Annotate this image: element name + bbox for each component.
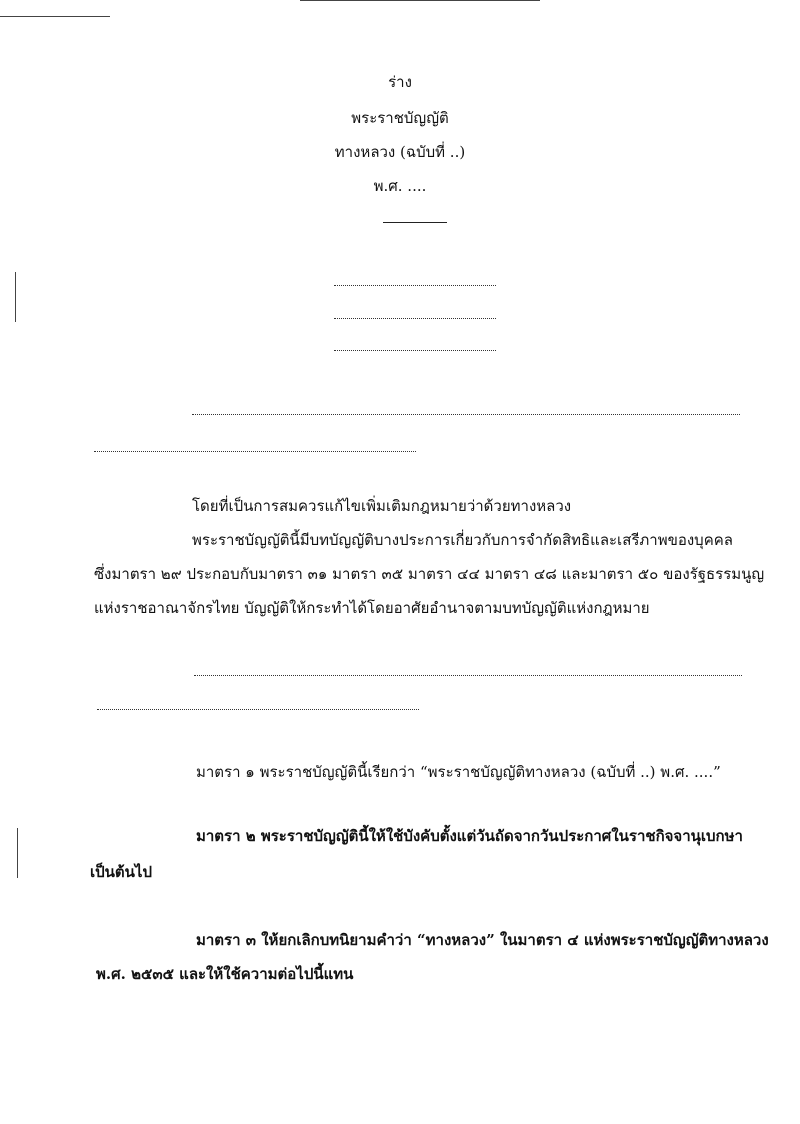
section-2-line-1: มาตรา ๒ พระราชบัญญัตินี้ให้ใช้บังคับตั้งแต่วันถัดจากวันประกาศในราชกิจจานุเบกษา [196,827,743,845]
act-label: พระราชบัญญัติ [351,109,449,127]
act-name: ทางหลวง (ฉบับที่ ..) [334,143,466,161]
blank-line-4 [192,414,740,415]
blank-line-1 [334,285,496,286]
preamble-line-3: ซึ่งมาตรา ๒๙ ประกอบกับมาตรา ๓๑ มาตรา ๓๕ มาตรา ๔๔ มาตรา ๔๘ และมาตรา ๕๐ ของรัฐธรรมนูญ [94,565,765,583]
draft-label: ร่าง [388,73,412,91]
scan-edge-line [0,16,110,17]
scan-top-line [300,0,540,1]
preamble-line-1: โดยที่เป็นการสมควรแก้ไขเพิ่มเติมกฎหมายว่าด้วยทางหลวง [192,497,572,515]
blank-line-7 [97,709,419,710]
section-3-line-2: พ.ศ. ๒๕๓๕ และให้ใช้ความต่อไปนี้แทน [96,965,354,983]
blank-line-2 [334,318,496,319]
section-3-line-1: มาตรา ๓ ให้ยกเลิกบทนิยามคำว่า “ทางหลวง” ในมาตรา ๔ แห่งพระราชบัญญัติทางหลวง [196,931,769,949]
blank-line-3 [334,350,496,351]
preamble-line-2: พระราชบัญญัตินี้มีบทบัญญัติบางประการเกี่ยวกับการจำกัดสิทธิและเสรีภาพของบุคคล [192,531,733,549]
act-year: พ.ศ. .... [373,177,427,195]
blank-line-5 [94,451,416,452]
section-2-line-2: เป็นต้นไป [90,863,152,881]
preamble-line-4: แห่งราชอาณาจักรไทย บัญญัติให้กระทำได้โดยอาศัยอำนาจตามบทบัญญัติแห่งกฎหมาย [94,599,650,617]
title-divider [383,222,447,223]
scan-mark-left-1 [15,272,16,322]
section-1: มาตรา ๑ พระราชบัญญัตินี้เรียกว่า “พระราชบัญญัติทางหลวง (ฉบับที่ ..) พ.ศ. ....” [196,763,721,781]
scan-mark-left-2 [17,828,18,878]
blank-line-6 [194,675,742,676]
